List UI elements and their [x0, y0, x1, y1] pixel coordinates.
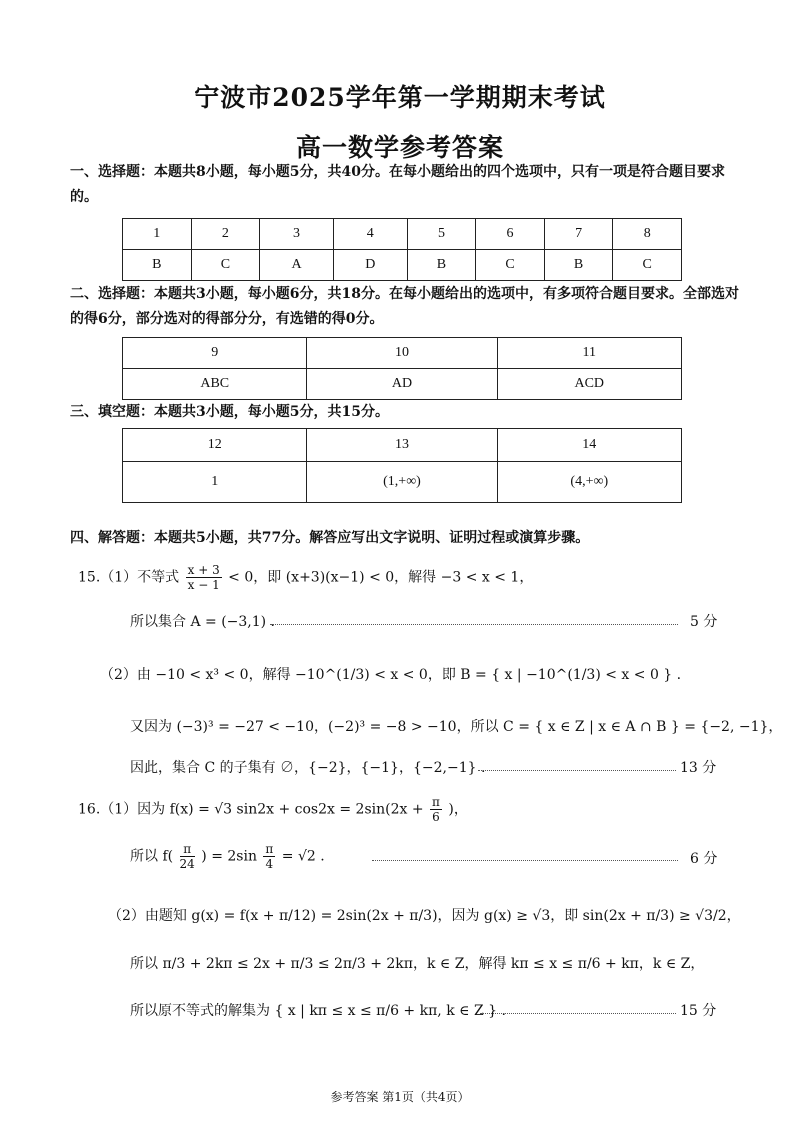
q16-line3: （2）由题知 g(x) = f(x + π/12) = 2sin(2x + π/3)，因为 g(x) ≥ √3，即 sin(2x + π/3) ≥ √3/2， [108, 908, 741, 924]
q16-line4: 所以 π/3 + 2kπ ≤ 2x + π/3 ≤ 2π/3 + 2kπ，k ∈ Z，解得 kπ ≤ x ≤ π/6 + kπ，k ∈ Z， [130, 956, 705, 972]
fraction-denominator: 24 [179, 857, 195, 871]
answer-cell: AD [307, 369, 497, 400]
dotted-leader [270, 624, 678, 625]
q15-line3: （2）由 −10 < x³ < 0，解得 −10^(1/3) < x < 0，即 B = { x | −10^(1/3) < x < 0 } . [100, 667, 682, 683]
score-label: 5 分 [690, 614, 718, 630]
section2-heading: 二、选择题：本题共3小题，每小题6分，共18分。在每小题给出的选项中，有多项符合题目要求。全部选对的得6分，部分选对的得部分分，有选错的得0分。 [70, 286, 739, 327]
fraction-denominator: 4 [265, 857, 274, 871]
dotted-leader [372, 860, 678, 861]
question-number: 10 [307, 338, 497, 369]
answer-cell: C [191, 250, 260, 281]
answer-cell: C [613, 250, 682, 281]
q15-line2: 所以集合 A = (−3,1) . [130, 614, 276, 630]
answer-cell: B [407, 250, 476, 281]
q16-line2 [130, 842, 325, 871]
q15-line1-text-end: < 0，即 (x+3)(x−1) < 0，解得 −3 < x < 1， [228, 569, 534, 586]
fraction-denominator: 6 [432, 810, 440, 824]
fraction-numerator: x + 3 [187, 563, 220, 577]
q15-line1-text: 15.（1）不等式 [78, 569, 180, 586]
section1-answer-table [122, 218, 682, 281]
question-number: 7 [544, 219, 613, 250]
answer-cell: C [476, 250, 545, 281]
page-footer: 参考答案 第1页（共4页） [330, 1090, 470, 1104]
fraction-numerator: π [265, 842, 274, 856]
q16-fraction [263, 842, 275, 871]
answer-cell: (4,+∞) [497, 462, 681, 503]
answer-cell: (1,+∞) [307, 462, 497, 503]
q16-line1-text-end: )， [448, 801, 468, 818]
answer-cell: ABC [123, 369, 307, 400]
q16-fraction [180, 842, 195, 871]
fraction-numerator: π [180, 842, 195, 857]
table-row [123, 429, 682, 462]
answer-cell: A [260, 250, 334, 281]
page-title: 宁波市2025学年第一学期期末考试 [194, 83, 606, 112]
q15-line4: 又因为 (−3)³ = −27 < −10，(−2)³ = −8 > −10，所以 C = { x ∈ Z | x ∈ A ∩ B } = {−2, −1}， [130, 719, 783, 735]
q16-line2-text-end: = √2 . [281, 848, 325, 865]
score-label: 6 分 [690, 851, 718, 867]
table-row [123, 338, 682, 369]
section2-answer-table [122, 337, 682, 400]
answer-cell: D [333, 250, 407, 281]
q16-fraction [430, 795, 442, 824]
table-row [123, 369, 682, 400]
page-subtitle: 高一数学参考答案 [295, 133, 504, 162]
table-row [123, 462, 682, 503]
question-number: 11 [497, 338, 681, 369]
section3-answer-table [122, 428, 682, 503]
dotted-leader [480, 1013, 676, 1014]
section4-heading: 四、解答题：本题共5小题，共77分。解答应写出文字说明、证明过程或演算步骤。 [70, 530, 590, 546]
table-row [123, 250, 682, 281]
score-label: 13 分 [680, 760, 717, 776]
q16-line1-text: 16.（1）因为 f(x) = √3 sin2x + cos2x = 2sin(2x + [78, 801, 424, 818]
q15-line5: 因此，集合 C 的子集有 ∅，{−2}，{−1}，{−2,−1} . [130, 760, 486, 776]
question-number: 8 [613, 219, 682, 250]
q15-fraction [186, 563, 222, 592]
section1-heading: 一、选择题：本题共8小题，每小题5分，共40分。在每小题给出的四个选项中，只有一项是符合题目要求的。 [70, 164, 725, 205]
q16-line5: 所以原不等式的解集为 { x | kπ ≤ x ≤ π/6 + kπ, k ∈ Z } . [130, 1003, 506, 1019]
q15-line1 [78, 563, 533, 592]
question-number: 5 [407, 219, 476, 250]
question-number: 3 [260, 219, 334, 250]
question-number: 1 [123, 219, 192, 250]
question-number: 14 [497, 429, 681, 462]
question-number: 6 [476, 219, 545, 250]
answer-cell: 1 [123, 462, 307, 503]
question-number: 9 [123, 338, 307, 369]
answer-cell: B [544, 250, 613, 281]
table-row [123, 219, 682, 250]
answer-cell: B [123, 250, 192, 281]
q16-line1 [78, 795, 468, 824]
section3-heading: 三、填空题：本题共3小题，每小题5分，共15分。 [70, 404, 389, 420]
question-number: 2 [191, 219, 260, 250]
fraction-denominator: x − 1 [187, 578, 220, 592]
score-label: 15 分 [680, 1003, 717, 1019]
q16-line2-text-mid: ) = 2sin [201, 848, 257, 865]
dotted-leader [478, 770, 676, 771]
q16-line2-text: 所以 f( [130, 848, 174, 865]
fraction-numerator: π [432, 795, 440, 809]
question-number: 4 [333, 219, 407, 250]
question-number: 13 [307, 429, 497, 462]
answer-cell: ACD [497, 369, 681, 400]
question-number: 12 [123, 429, 307, 462]
